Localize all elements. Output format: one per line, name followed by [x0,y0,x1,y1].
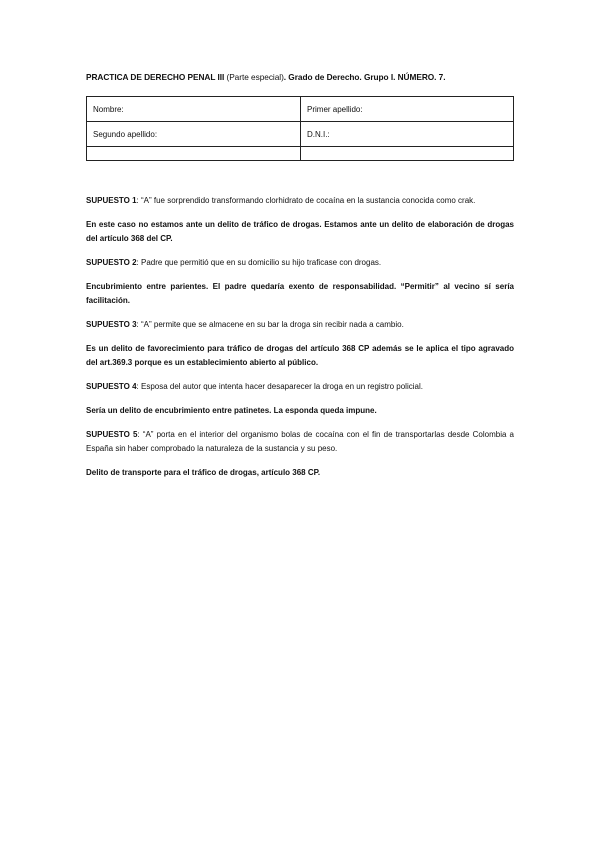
nombre-field[interactable] [87,97,301,122]
supuesto-1-statement [86,194,514,208]
dni-field[interactable] [301,122,514,147]
segundo-apellido-field[interactable] [87,122,301,147]
supuesto-2-statement [86,256,514,270]
primer-apellido-field[interactable] [301,97,514,122]
supuesto-5-text: : “A” porta en el interior del organismo bolas de cocaína con el fin de transportarlas desde Colombia a España sin haber comprobado la naturaleza de la sustancia y su peso. [86,430,514,453]
segundo-apellido-label: Segundo apellido: [93,129,158,139]
supuesto-3-text: : “A” permite que se almacene en su bar la droga sin recibir nada a cambio. [136,320,404,329]
empty-cell-right[interactable] [301,147,514,161]
supuesto-5-answer: Delito de transporte para el tráfico de drogas, artículo 368 CP. [86,468,321,477]
supuesto-1-text: : “A” fue sorprendido transformando clorhidrato de cocaína en la sustancia conocida como crak. [136,196,476,205]
supuesto-5-statement [86,428,514,456]
supuesto-4-text: : Esposa del autor que intenta hacer desaparecer la droga en un registro policial. [136,382,423,391]
primer-apellido-label: Primer apellido: [307,104,363,114]
supuesto-1-label: SUPUESTO 1 [86,196,137,205]
supuesto-2-text: : Padre que permitió que en su domicilio su hijo traficase con drogas. [136,258,382,267]
supuesto-5-label: SUPUESTO 5 [86,430,138,439]
dni-label: D.N.I.: [307,129,330,139]
supuesto-3-answer: Es un delito de favorecimiento para tráfico de drogas del artículo 368 CP además se le aplica el tipo agravado del art.369.3 porque es un establecimiento abierto al público. [86,344,514,367]
supuesto-2-answer: Encubrimiento entre parientes. El padre quedaría exento de responsabilidad. “Permitir” al vecino sí sería facilitación. [86,282,514,305]
supuesto-2-label: SUPUESTO 2 [86,258,137,267]
empty-cell-left[interactable] [87,147,301,161]
supuesto-1-answer: En este caso no estamos ante un delito de tráfico de drogas. Estamos ante un delito de elaboración de drogas del artículo 368 del CP. [86,220,514,243]
supuesto-4-answer: Sería un delito de encubrimiento entre patinetes. La esponda queda impune. [86,406,377,415]
title-main: PRACTICA DE DERECHO PENAL III [86,72,225,82]
supuesto-4-statement [86,380,514,394]
title-rest: . Grado de Derecho. Grupo I. NÚMERO. 7. [283,72,446,82]
title-parenthetical: (Parte especial) [224,72,284,82]
page-title [86,72,526,82]
exercises [86,194,514,490]
nombre-label: Nombre: [93,104,124,114]
supuesto-3-statement [86,318,514,332]
supuesto-4-label: SUPUESTO 4 [86,382,137,391]
student-info-table [86,96,514,161]
supuesto-3-label: SUPUESTO 3 [86,320,137,329]
